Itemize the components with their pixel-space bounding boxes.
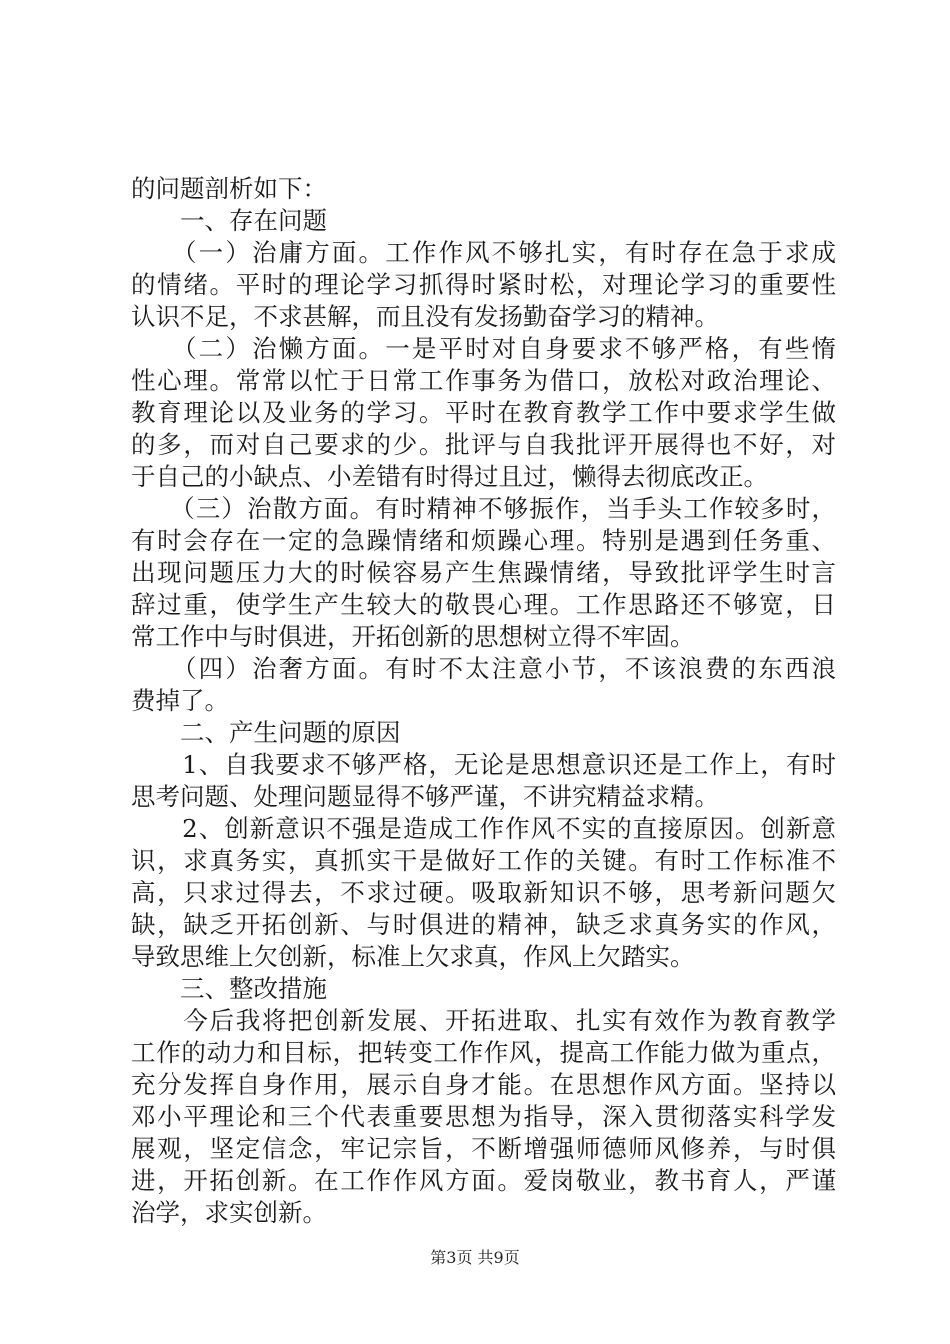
page-footer: 第3页 共9页: [430, 1248, 520, 1267]
text-line: 有时会存在一定的急躁情绪和烦躁心理。特别是遇到任务重、: [131, 526, 836, 555]
text-line: 充分发挥自身作用，展示自身才能。在思想作风方面。坚持以: [131, 1070, 836, 1099]
text-line: 工作的动力和目标，把转变工作作风，提高工作能力做为重点，: [131, 1038, 836, 1067]
text-line: 今后我将把创新发展、开拓进取、扎实有效作为教育教学: [131, 1006, 836, 1035]
text-line: （一）治庸方面。工作作风不够扎实，有时存在急于求成: [131, 238, 836, 267]
text-line: 辞过重，使学生产生较大的敬畏心理。工作思路还不够宽，日: [131, 590, 836, 619]
text-line: 性心理。常常以忙于日常工作事务为借口，放松对政治理论、: [131, 366, 836, 395]
text-line: 思考问题、处理问题显得不够严谨，不讲究精益求精。: [131, 782, 719, 811]
text-line: （二）治懒方面。一是平时对自身要求不够严格，有些惰: [131, 334, 836, 363]
section-heading: 二、产生问题的原因: [131, 718, 401, 747]
text-line: 缺，缺乏开拓创新、与时俱进的精神，缺乏求真务实的作风，: [131, 910, 836, 939]
text-line: 2、创新意识不强是造成工作作风不实的直接原因。创新意: [131, 814, 836, 843]
text-line: 认识不足，不求甚解，而且没有发扬勤奋学习的精神。: [131, 302, 719, 331]
section-heading: 一、存在问题: [131, 206, 327, 235]
text-line: 常工作中与时俱进，开拓创新的思想树立得不牢固。: [131, 622, 695, 651]
text-line: 的问题剖析如下：: [131, 174, 327, 203]
text-line: 的多，而对自己要求的少。批评与自我批评开展得也不好，对: [131, 430, 836, 459]
text-line: 治学，求实创新。: [131, 1198, 327, 1227]
document-body: [131, 173, 836, 1229]
text-line: 导致思维上欠创新，标准上欠求真，作风上欠踏实。: [131, 942, 695, 971]
text-line: 1、自我要求不够严格，无论是思想意识还是工作上，有时: [131, 750, 836, 779]
section-heading: 三、整改措施: [131, 974, 327, 1003]
text-line: 的情绪。平时的理论学习抓得时紧时松，对理论学习的重要性: [131, 270, 836, 299]
text-line: （四）治奢方面。有时不太注意小节，不该浪费的东西浪: [131, 654, 836, 683]
text-line: 出现问题压力大的时候容易产生焦躁情绪，导致批评学生时言: [131, 558, 836, 587]
text-line: 邓小平理论和三个代表重要思想为指导，深入贯彻落实科学发: [131, 1102, 836, 1131]
text-line: 进，开拓创新。在工作作风方面。爱岗敬业，教书育人，严谨: [131, 1166, 836, 1195]
text-line: 于自己的小缺点、小差错有时得过且过，懒得去彻底改正。: [131, 462, 768, 491]
text-line: 高，只求过得去，不求过硬。吸取新知识不够，思考新问题欠: [131, 878, 836, 907]
text-line: 费掉了。: [131, 686, 229, 715]
text-line: 教育理论以及业务的学习。平时在教育教学工作中要求学生做: [131, 398, 836, 427]
text-line: （三）治散方面。有时精神不够振作，当手头工作较多时，: [131, 494, 836, 523]
text-line: 识，求真务实，真抓实干是做好工作的关键。有时工作标准不: [131, 846, 836, 875]
text-line: 展观，坚定信念，牢记宗旨，不断增强师德师风修养，与时俱: [131, 1134, 836, 1163]
